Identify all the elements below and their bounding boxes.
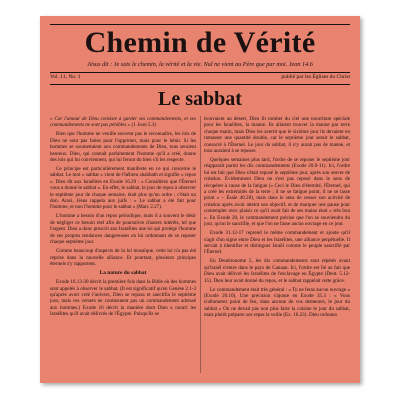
article-paragraph: Bien que l'homme ne veuille souvent pas le reconnaître, les lois de Dieu ne sont pas faites pour l'opprimer, mais pour le bénir. Si les hommes se soumettaient aux commandements de Dieu, tous seraient heureux. Dieu, qui connaît parfaitement l'homme qu'il a créé, donne des lois qui lui conviennent, qui lui feront du bien s'il les respecte. (50, 131, 196, 164)
masthead-title: Chemin de Vérité (84, 26, 316, 59)
article-paragraph: Exode 31.12-17 reprend le même commandement et ajoute qu'il s'agit d'un signe entre Dieu et les Israélites, une alliance perpétuelle. Il servait à identifier et distinguer Israël comme le peuple sanctifié par l'Éternel. (204, 230, 350, 256)
masthead-tagline: Jésus dit : Je suis le chemin, la vérité et la vie. Nul ne vient au Père que par moi. Jean 14.6 (87, 61, 313, 68)
issue-rule (50, 84, 350, 85)
article-column-right (204, 116, 350, 373)
article-subhead: La nature du sabbat (99, 270, 147, 277)
article-paragraph: L'homme a besoin d'un repos périodique, mais il a souvent le désir de négliger ce besoin réel afin de poursuivre d'autres intérêts, tel que l'argent. Dieu a donc prescrit aux Israélites une loi qui protège l'homme de ses propres tendances dangereuses en lui ordonnant de se reposer chaque septième jour. (50, 213, 196, 246)
top-rule (50, 24, 350, 25)
article-paragraph: Le commandement était très général : « Tu ne feras aucun ouvrage » (Exode 20.10). Une précision s'ajoute en Exode 35.3 : « Vous n'allumerez point de feu, dans aucune de vos demeures, le jour du sabbat » On ne devait pas non plus faire la cuisine le jour du sabbat, mais plutôt préparer ses repas la veille (Ex. 16.23). Dieu ordonna (204, 286, 350, 319)
article-column-left (50, 116, 196, 373)
issue-volume: Vol. 11, No. 1 (50, 74, 81, 80)
column-divider (200, 116, 201, 373)
masthead-rule (50, 72, 350, 73)
article-paragraph: En Deutéronome 5, les dix commandements sont répétés avant qu'Israël n'entre dans le pays de Canaan. Ici, l'ordre est lié au fait que Dieu avait délivré les Israélites de l'esclavage en Égypte (Deut. 5.12-15). Dieu leur avait donné du repos, et le sabbat rappelait cette grâce. (204, 258, 350, 284)
article-paragraph: trouvaient au désert, Dieu fit tomber du ciel une nourriture spéciale pour les Israélites, la manne. Ils allaient trouver la manne par terre chaque matin, mais Dieu les avertit que le sixième jour ils devaient en ramasser une quantité double, car le septième jour serait le sabbat, consacré à l'Éternel. Le jour du sabbat, il n'y aurait pas de manne, et tous auraient à se reposer. (204, 116, 350, 155)
article-paragraph: Ce principe est particulièrement manifeste en ce qui concerne le sabbat. Le mot « sabbat » vient de l'hébreu shabbath et signifie « repos ». Dieu dit aux Israélites en Exode 16.29 : « Considérez que l'Éternel vous a donné le sabbat ». En effet, le sabbat, le jour de repos à observer le septième jour de chaque semaine, était plus qu'un ordre ; c'était un don. Ainsi, Jésus rappela aux juifs : « Le sabbat a été fait pour l'homme, et non l'homme pour le sabbat » (Marc 2.27). (50, 166, 196, 211)
newspaper-page (40, 16, 360, 383)
article-paragraph: Quelques semaines plus tard, l'ordre de se reposer le septième jour réapparaît parmi les dix commandements (Exode 20.8-11). Ici, l'ordre lui est fait que Dieu s'était reposé le septième jour, après son œuvre de création. Évidemment Dieu ne s'est pas reposé dans le sens de récupérer à cause de la fatigue (« Ceci le Dieu d'éternité, l'Éternel, qui a créé les extrémités de la terre ; il ne se fatigue point, il ne se lasse point » – Ésaïe 40.28), mais dans le sens de cesser son activité de création après avoir atteint son objectif, et de marquer une pause pour contempler avec plaisir ce qu'il avait fait de ses mains était « très bon ». En Exode 20, le commandement précise que l'on se souviendra du jour, qu'on le sanctifie, et que l'on ne fasse aucun ouvrage en ce jour. (204, 157, 350, 228)
issue-publisher: publié par les Églises du Christ (281, 74, 350, 80)
article-headline: Le sabbat (158, 88, 242, 110)
article-paragraph: Comme beaucoup d'aspects de la loi mosaïque, cette loi n'a pas été reprise dans la nouvelle alliance. Et pourtant, plusieurs principes éternels s'y rapportent. (50, 248, 196, 267)
article-paragraph: « Car l'amour de Dieu consiste à garder ses commandements, et ses commandements ne sont pas pénibles » (1 Jean 5.3) (50, 116, 196, 129)
issue-row (50, 74, 350, 83)
article-paragraph: Exode 16.13-30 décrit la première fois dans la Bible où des hommes sont appelés à observer le sabbat. (Il est significatif qu'en Genèse 2.1-3 qu'après avoir créé l'univers, Dieu se reposa et sanctifia le septième jour, mais ces versets ne contiennent pas un commandement adressé aux hommes.) Exode 16 décrit la manière dont Dieu a nourri les Israélites qu'il avait délivrés de l'Égypte. Puisqu'ils se (50, 279, 196, 318)
